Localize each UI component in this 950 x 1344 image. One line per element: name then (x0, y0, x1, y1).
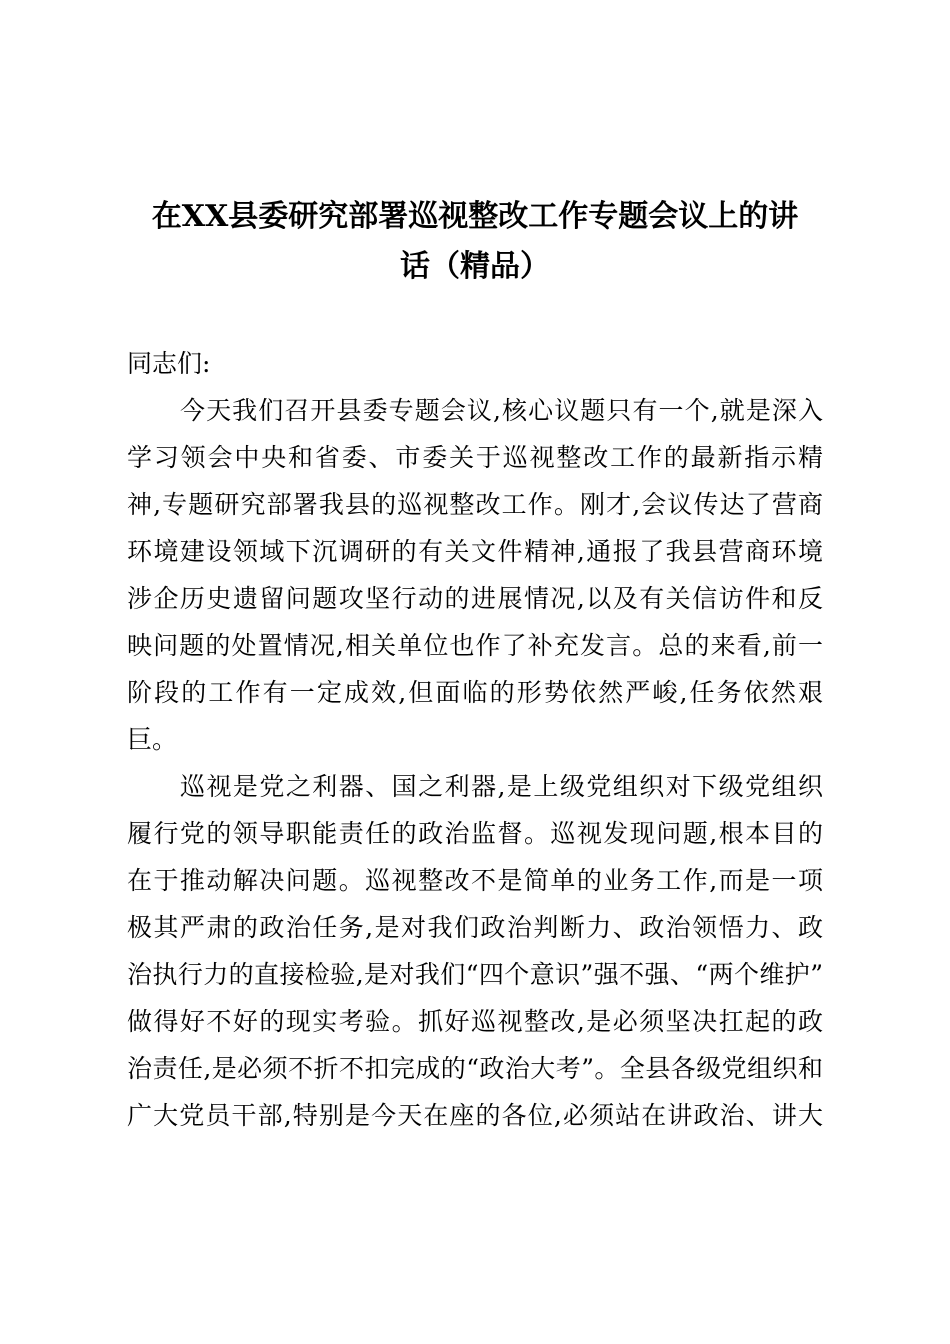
paragraph-line: 治执行力的直接检验,是对我们“四个意识”强不强、“两个维护” (127, 960, 823, 989)
paragraph-line: 今天我们召开县委专题会议,核心议题只有一个,就是深入 (180, 396, 823, 425)
paragraph-line: 神,专题研究部署我县的巡视整改工作。刚才,会议传达了营商 (127, 490, 823, 519)
paragraph-line: 做得好不好的现实考验。抓好巡视整改,是必须坚决扛起的政 (127, 1007, 823, 1036)
paragraph-line: 广大党员干部,特别是今天在座的各位,必须站在讲政治、讲大 (127, 1101, 823, 1130)
paragraph-line: 环境建设领域下沉调研的有关文件精神,通报了我县营商环境 (127, 537, 823, 566)
paragraph-line: 巨。 (127, 725, 178, 754)
paragraph (127, 387, 823, 763)
title-line: 话（精品） (400, 249, 550, 284)
document-body (127, 340, 823, 1139)
salutation: 同志们: (127, 349, 211, 378)
paragraph-line: 涉企历史遗留问题攻坚行动的进展情况,以及有关信访件和反 (127, 584, 823, 613)
paragraph-line: 学习领会中央和省委、市委关于巡视整改工作的最新指示精 (127, 443, 823, 472)
paragraph-line: 阶段的工作有一定成效,但面临的形势依然严峻,任务依然艰 (127, 678, 823, 707)
paragraph-line: 巡视是党之利器、国之利器,是上级党组织对下级党组织 (180, 772, 823, 801)
document-title (125, 192, 825, 292)
paragraphs (127, 387, 823, 1139)
paragraph-line: 治责任,是必须不折不扣完成的“政治大考”。全县各级党组织和 (127, 1054, 823, 1083)
paragraph-line: 极其严肃的政治任务,是对我们政治判断力、政治领悟力、政 (127, 913, 823, 942)
paragraph-line: 映问题的处置情况,相关单位也作了补充发言。总的来看,前一 (127, 631, 823, 660)
paragraph-line: 在于推动解决问题。巡视整改不是简单的业务工作,而是一项 (127, 866, 823, 895)
paragraph-line: 履行党的领导职能责任的政治监督。巡视发现问题,根本目的 (127, 819, 823, 848)
title-line: 在XX县委研究部署巡视整改工作专题会议上的讲 (151, 199, 799, 234)
paragraph (127, 763, 823, 1139)
